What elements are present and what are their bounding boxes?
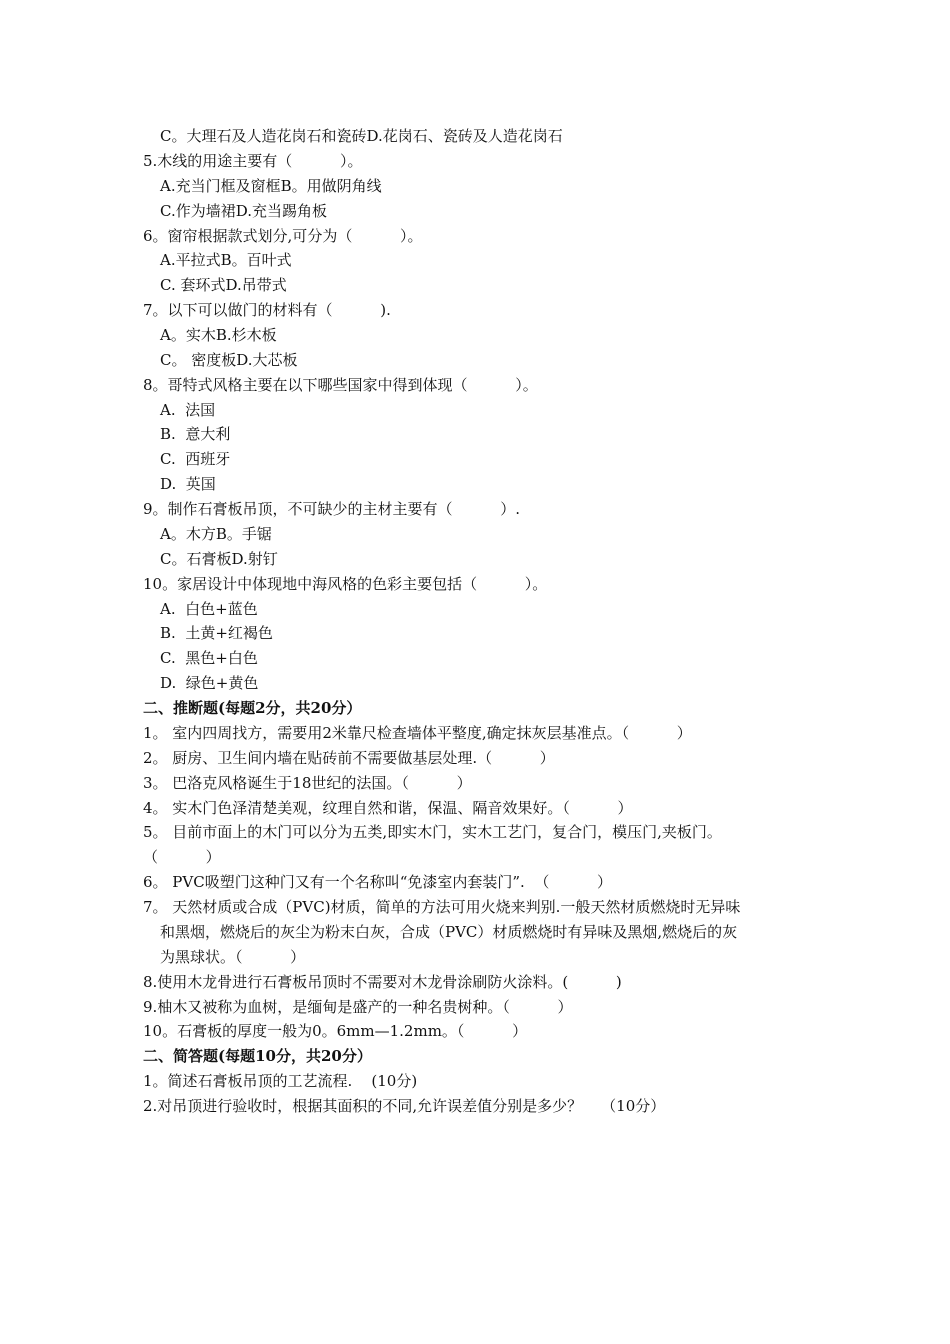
text-line: 6。窗帘根据款式划分,可分为（ ）。	[143, 226, 423, 245]
text-line: D. 英国	[160, 475, 216, 494]
text-line: C. 西班牙	[160, 450, 231, 469]
text-line: 1。简述石膏板吊顶的工艺流程. (10分)	[143, 1072, 418, 1091]
text-line: A.充当门框及窗框B。用做阴角线	[160, 176, 382, 195]
text-line: C。大理石及人造花岗石和瓷砖D.花岗石、瓷砖及人造花岗石	[160, 127, 563, 145]
text-line: 2。 厨房、卫生间内墙在贴砖前不需要做基层处理.（ ）	[143, 748, 555, 767]
text-line: 8。哥特式风格主要在以下哪些国家中得到体现（ ）。	[143, 375, 538, 394]
text-line: 为黑球状。（ ）	[160, 947, 306, 966]
text-line: C.作为墙裙D.充当踢角板	[160, 201, 327, 220]
text-line: D. 绿色+黄色	[160, 674, 259, 693]
text-line: 4。 实木门色泽清楚美观，纹理自然和谐，保温、隔音效果好。（ ）	[143, 798, 633, 817]
text-line: 5.木线的用途主要有（ ）。	[143, 151, 363, 170]
text-line: 2.对吊顶进行验收时，根据其面积的不同,允许误差值分别是多少？ （10分）	[143, 1096, 666, 1115]
text-line: B. 土黄+红褐色	[160, 624, 273, 643]
text-line: 10。家居设计中体现地中海风格的色彩主要包括（ ）。	[143, 574, 548, 593]
section-heading: 二、简答题(每题10分，共20分）	[143, 1047, 372, 1066]
text-line: A. 法国	[160, 400, 216, 419]
text-line: A。实木B.杉木板	[160, 326, 277, 344]
text-line: C。 密度板D.大芯板	[160, 350, 298, 369]
text-line: C. 套环式D.吊带式	[160, 276, 287, 295]
text-line: C. 黑色+白色	[160, 649, 258, 668]
text-line: A.平拉式B。百叶式	[160, 251, 292, 270]
text-line: B. 意大利	[160, 425, 231, 444]
text-line: 9。制作石膏板吊顶，不可缺少的主材主要有（ ）.	[143, 500, 520, 519]
text-line: 5。 目前市面上的木门可以分为五类,即实木门，实木工艺门，复合门，模压门,夹板门。	[143, 823, 722, 842]
text-line: 和黑烟，燃烧后的灰尘为粉末白灰，合成（PVC）材质燃烧时有异味及黑烟,燃烧后的灰	[160, 922, 738, 941]
text-line: 10。石膏板的厚度一般为0。6mm—1.2mm。（ ）	[143, 1022, 528, 1041]
text-line: 8.使用木龙骨进行石膏板吊顶时不需要对木龙骨涂刷防火涂料。( )	[143, 972, 622, 991]
text-line: 6。 PVC吸塑门这种门又有一个名称叫“免漆室内套装门”. （ ）	[143, 873, 613, 892]
text-line: 3。 巴洛克风格诞生于18世纪的法国。（ ）	[143, 773, 472, 792]
text-line: 7。以下可以做门的材料有（ ).	[143, 301, 391, 320]
text-line: 1。 室内四周找方，需要用2米靠尺检查墙体平整度,确定抹灰层基准点。（ ）	[143, 723, 692, 742]
text-line: A. 白色+蓝色	[160, 599, 258, 618]
text-line: A。木方B。手锯	[160, 524, 272, 543]
text-line: C。石膏板D.射钉	[160, 549, 278, 568]
text-line: 7。 天然材质或合成（PVC)材质，简单的方法可用火烧来判别.一般天然材质燃烧时无异味	[143, 898, 741, 916]
section-heading: 二、推断题(每题2分，共20分）	[143, 699, 362, 717]
text-line: 9.柚木又被称为血树，是缅甸是盛产的一种名贵树种。（ ）	[143, 997, 573, 1016]
text-line: （ ）	[143, 848, 221, 867]
